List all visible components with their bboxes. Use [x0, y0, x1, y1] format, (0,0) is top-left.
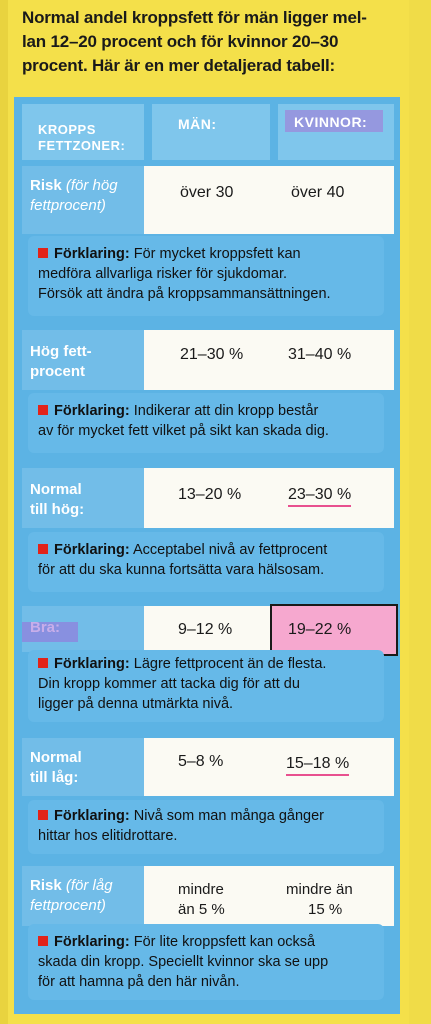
explanation-box	[28, 532, 384, 592]
women-value	[286, 880, 353, 920]
women-value: 31–40 %	[288, 346, 352, 363]
row-label	[22, 330, 144, 390]
explanation-text: Försök att ändra på kroppsammansättningen.	[38, 286, 331, 302]
explanation-label: Förklaring:	[54, 808, 130, 824]
header-zones	[38, 122, 125, 154]
men-value-line: än 5 %	[178, 901, 225, 918]
explanation-text: för att du ska kunna fortsätta vara hälsosam.	[38, 562, 325, 578]
bullet-square-icon	[38, 405, 48, 415]
women-value: över 40	[291, 184, 345, 201]
explanation-label: Förklaring:	[54, 934, 130, 950]
women-value-underlined: 15–18 %	[286, 755, 349, 776]
men-value	[178, 880, 225, 920]
row-label	[22, 166, 144, 234]
row-label-main: Normal	[30, 481, 82, 498]
men-value: 21–30 %	[180, 346, 244, 363]
explanation-text: Indikerar att din kropp består	[133, 403, 319, 419]
bullet-square-icon	[38, 658, 48, 668]
explanation-box	[28, 924, 384, 1000]
women-value: 19–22 %	[288, 621, 352, 638]
row-label-main: Risk	[30, 877, 62, 894]
row-label-extra: (för låg	[65, 877, 113, 894]
explanation-label: Förklaring:	[54, 403, 130, 419]
explanation-text: Nivå som man många gånger	[133, 808, 324, 824]
bullet-square-icon	[38, 936, 48, 946]
intro-line: Normal andel kroppsfett för män ligger mel-	[22, 8, 367, 27]
explanation-text: för att hamna på den här nivån.	[38, 974, 240, 990]
explanation-box	[28, 236, 384, 316]
explanation-box	[28, 650, 384, 722]
page-edge-left	[0, 0, 8, 1024]
row-label-extra: (för hög	[65, 177, 118, 194]
women-value-line: 15 %	[308, 901, 343, 918]
women-value-underlined: 23–30 %	[288, 486, 351, 507]
men-value: 5–8 %	[178, 753, 224, 770]
row-label-extra: fettprocent)	[30, 197, 106, 214]
intro-line: lan 12–20 procent och för kvinnor 20–30	[22, 32, 339, 51]
row-label-main: till låg:	[30, 769, 79, 786]
explanation-text: medföra allvarliga risker för sjukdomar.	[38, 266, 288, 282]
row-label	[22, 866, 144, 926]
women-value-line: mindre än	[286, 881, 353, 898]
explanation-text: hittar hos elitidrottare.	[38, 828, 178, 844]
highlighter-mark	[22, 622, 78, 642]
row-label	[22, 468, 144, 528]
explanation-text: För mycket kroppsfett kan	[133, 246, 301, 262]
men-value-line: mindre	[178, 881, 224, 898]
women-value	[286, 754, 349, 774]
header-men-cell	[152, 104, 270, 160]
men-value: 9–12 %	[178, 621, 233, 638]
explanation-text: Acceptabel nivå av fettprocent	[132, 542, 328, 558]
header-men: MÄN:	[178, 116, 217, 132]
explanation-text: Lägre fettprocent än de flesta.	[133, 656, 327, 672]
page-edge-right	[409, 0, 431, 1024]
row-label	[22, 738, 144, 796]
row-label-extra: fettprocent)	[30, 897, 106, 914]
intro-line: procent. Här är en mer detaljerad tabell:	[22, 56, 336, 75]
men-value: över 30	[180, 184, 234, 201]
header-zones-line: FETTZONER:	[38, 138, 126, 153]
bullet-square-icon	[38, 544, 48, 554]
intro-text	[22, 6, 422, 78]
explanation-box	[28, 393, 384, 453]
row-label-main: till hög:	[30, 501, 85, 518]
explanation-box	[28, 800, 384, 854]
women-value	[288, 485, 351, 505]
row-label-main: Risk	[30, 177, 62, 194]
explanation-label: Förklaring:	[54, 246, 130, 262]
explanation-text: Din kropp kommer att tacka dig för att du	[38, 676, 300, 692]
explanation-text: För lite kroppsfett kan också	[133, 934, 316, 950]
bullet-square-icon	[38, 248, 48, 258]
header-women: KVINNOR:	[294, 114, 368, 130]
row-label-main: Hög fett-	[30, 343, 92, 360]
explanation-text: ligger på denna utmärkta nivå.	[38, 696, 234, 712]
header-zones-line: KROPPS	[38, 122, 96, 137]
row-label-main: procent	[30, 363, 86, 380]
explanation-text: skada din kropp. Speciellt kvinnor ska se upp	[38, 954, 329, 970]
men-value: 13–20 %	[178, 486, 242, 503]
bullet-square-icon	[38, 810, 48, 820]
explanation-label: Förklaring:	[54, 656, 130, 672]
row-label-main: Normal	[30, 749, 82, 766]
explanation-text: av för mycket fett vilket på sikt kan skada dig.	[38, 423, 329, 439]
explanation-label: Förklaring:	[54, 542, 130, 558]
